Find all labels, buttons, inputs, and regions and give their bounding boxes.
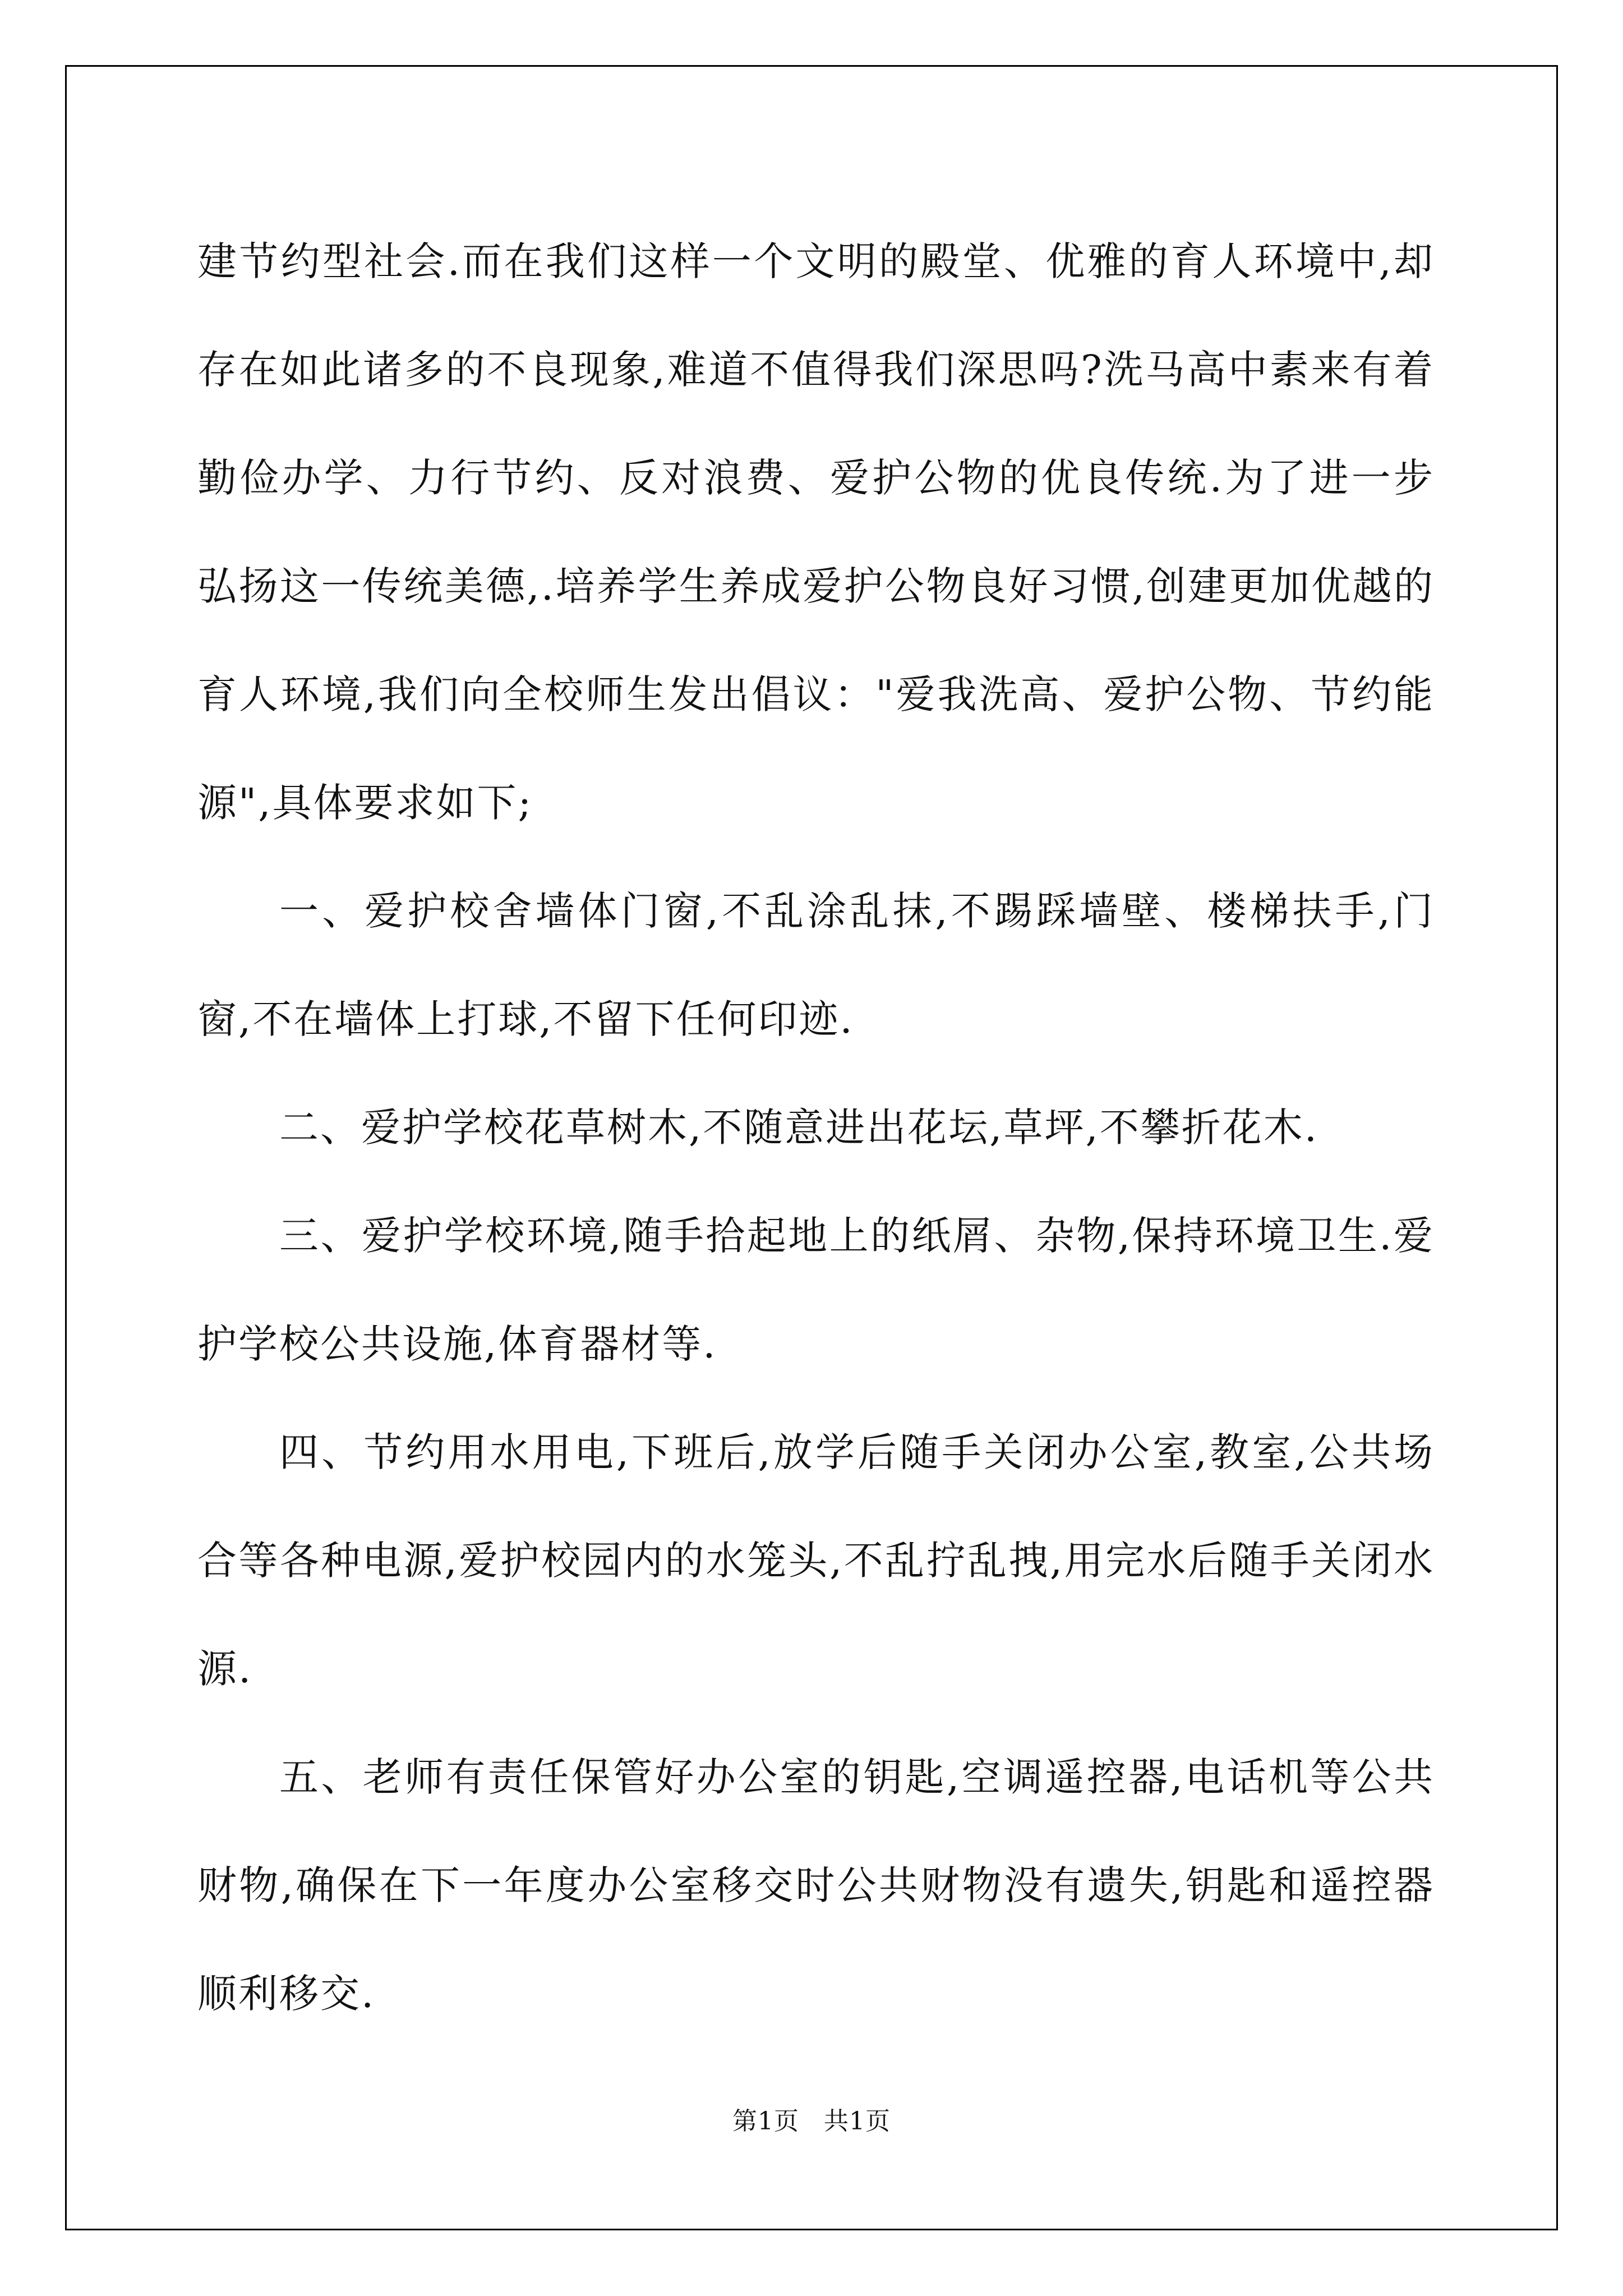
paragraph-item-1: 一、爱护校舍墙体门窗,不乱涂乱抹,不踢踩墙壁、楼梯扶手,门窗,不在墙体上打球,不留下任何印迹. [197,888,1435,1042]
paragraph-item-3: 三、爱护学校环境,随手拾起地上的纸屑、杂物,保持环境卫生.爱护学校公共设施,体育器材等. [197,1213,1435,1367]
paragraph-item-2: 二、爱护学校花草树木,不随意进出花坛,草坪,不攀折花木. [279,1105,1319,1151]
page-number-current: 第1页 [732,2107,799,2136]
document-body [197,208,1435,2048]
paragraph-item-5: 五、老师有责任保管好办公室的钥匙,空调遥控器,电话机等公共财物,确保在下一年度办公室移交时公共财物没有遗失,钥匙和遥控器顺利移交. [197,1754,1435,2017]
paragraph-intro: 建节约型社会.而在我们这样一个文明的殿堂、优雅的育人环境中,却存在如此诸多的不良现象,难道不值得我们深思吗?洗马高中素来有着勤俭办学、力行节约、反对浪费、爱护公物的优良传统.为了进一步弘扬这一传统美德,.培养学生养成爱护公物良好习惯,创建更加优越的育人环境,我们向全校师生发出倡议："爱我洗高、爱护公物、节约能源",具体要求如下; [197,238,1435,826]
page-number-total: 共1页 [824,2107,891,2136]
paragraph-item-4: 四、节约用水用电,下班后,放学后随手关闭办公室,教室,公共场合等各种电源,爱护校园内的水笼头,不乱拧乱拽,用完水后随手关闭水源. [197,1429,1435,1692]
page-footer [0,2101,1623,2137]
